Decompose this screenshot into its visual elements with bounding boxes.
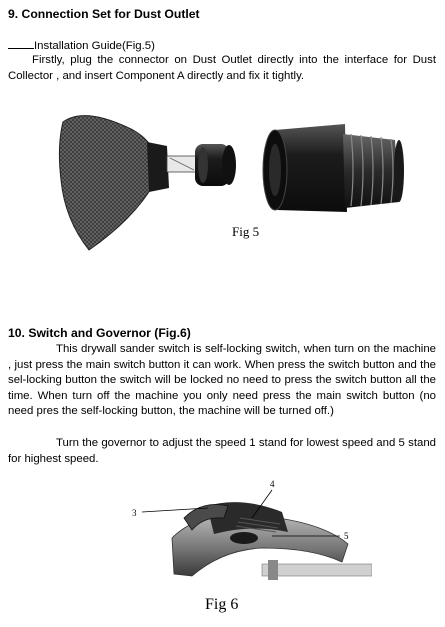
fig6-caption: Fig 6 <box>205 596 239 613</box>
callout-5: 5 <box>344 531 349 541</box>
callout-3: 3 <box>132 508 137 518</box>
section-10-paragraph-1: This drywall sander switch is self-locking switch, when turn on the machine , just press the main switch button it can work. When press the switch button and the sel-locking button the switch will be locked no need to press the switch button all the time. When turn off the machine you only need press the main switch button (no need pres the self-locking button, the machine will be turned off.) <box>8 343 436 417</box>
section-9-paragraph: Firstly, plug the connector on Dust Outlet directly into the interface for Dust Collector , and insert Component A directly and fix it tightly. <box>8 54 436 82</box>
section-9-heading: 9. Connection Set for Dust Outlet <box>8 7 200 21</box>
governor-dial-icon <box>230 532 258 544</box>
section-10-heading: 10. Switch and Governor (Fig.6) <box>8 326 191 340</box>
dust-bag-icon <box>59 116 155 250</box>
fig5-dust-outlet-image <box>55 100 405 260</box>
fig5-caption: Fig 5 <box>232 224 260 239</box>
underline-blank <box>8 38 34 49</box>
fig6-switch-governor-image <box>112 478 372 588</box>
guide-label-text: Installation Guide(Fig.5) <box>34 40 155 52</box>
section-10-paragraph-2: Turn the governor to adjust the speed 1 stand for lowest speed and 5 stand for highest speed. <box>8 437 436 465</box>
callout-4: 4 <box>270 479 275 489</box>
